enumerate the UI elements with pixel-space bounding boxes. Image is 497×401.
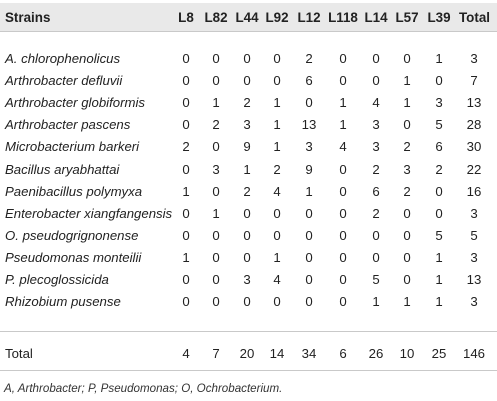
table-bottom-divider <box>0 370 497 371</box>
table-cell: 16 <box>466 184 482 199</box>
total-cell: 26 <box>368 346 384 361</box>
total-cell: 146 <box>462 346 485 361</box>
table-cell: 4 <box>372 95 380 110</box>
column-header: L12 <box>297 10 321 25</box>
row-strain-name: Rhizobium pusense <box>5 294 121 309</box>
table-cell: 13 <box>301 117 317 132</box>
row-strain-name: Enterobacter xiangfangensis <box>5 206 173 221</box>
table-cell: 0 <box>305 272 313 287</box>
table-cell: 0 <box>182 272 190 287</box>
table-cell: 0 <box>435 73 443 88</box>
table-cell: 0 <box>273 228 281 243</box>
table-cell: 3 <box>243 117 251 132</box>
table-cell: 0 <box>403 51 411 66</box>
row-strain-name: Arthrobacter globiformis <box>5 95 145 110</box>
table-cell: 2 <box>243 95 251 110</box>
table-cell: 0 <box>305 206 313 221</box>
table-cell: 0 <box>372 73 380 88</box>
table-cell: 0 <box>182 228 190 243</box>
table-cell: 0 <box>339 73 347 88</box>
table-cell: 5 <box>470 228 478 243</box>
table-cell: 0 <box>403 117 411 132</box>
table-cell: 1 <box>212 206 220 221</box>
table-cell: 0 <box>212 228 220 243</box>
table-cell: 3 <box>372 139 380 154</box>
table-cell: 0 <box>243 206 251 221</box>
table-cell: 3 <box>470 206 478 221</box>
column-header: L44 <box>235 10 259 25</box>
table-cell: 2 <box>182 139 190 154</box>
table-cell: 0 <box>182 206 190 221</box>
table-cell: 0 <box>212 139 220 154</box>
table-cell: 30 <box>466 139 482 154</box>
table-cell: 0 <box>273 73 281 88</box>
table-cell: 7 <box>470 73 478 88</box>
column-header: L82 <box>204 10 228 25</box>
table-cell: 1 <box>273 250 281 265</box>
table-cell: 0 <box>339 162 347 177</box>
table-cell: 0 <box>403 272 411 287</box>
table-cell: 0 <box>403 206 411 221</box>
table-cell: 0 <box>212 51 220 66</box>
table-cell: 1 <box>403 73 411 88</box>
table-cell: 0 <box>339 184 347 199</box>
table-cell: 3 <box>403 162 411 177</box>
table-cell: 1 <box>435 272 443 287</box>
table-cell: 0 <box>372 228 380 243</box>
table-cell: 0 <box>212 73 220 88</box>
table-cell: 0 <box>339 51 347 66</box>
table-cell: 0 <box>273 294 281 309</box>
table-cell: 2 <box>403 184 411 199</box>
row-strain-name: A. chlorophenolicus <box>5 51 121 66</box>
table-cell: 1 <box>182 250 190 265</box>
table-cell: 5 <box>435 228 443 243</box>
total-cell: 7 <box>212 346 220 361</box>
table-cell: 0 <box>273 51 281 66</box>
row-strain-name: Pseudomonas monteilii <box>5 250 142 265</box>
row-strain-name: O. pseudogrignonense <box>5 228 139 243</box>
total-cell: 6 <box>339 346 347 361</box>
total-label: Total <box>5 346 33 361</box>
table-cell: 4 <box>273 184 281 199</box>
table-cell: 2 <box>372 162 380 177</box>
total-cell: 25 <box>431 346 447 361</box>
table-cell: 6 <box>305 73 313 88</box>
table-cell: 2 <box>305 51 313 66</box>
table-cell: 3 <box>372 117 380 132</box>
table-cell: 1 <box>372 294 380 309</box>
table-cell: 1 <box>212 95 220 110</box>
column-header: L92 <box>265 10 289 25</box>
table-cell: 1 <box>305 184 313 199</box>
row-strain-name: Bacillus aryabhattai <box>5 162 120 177</box>
table-cell: 0 <box>182 117 190 132</box>
table-cell: 0 <box>339 272 347 287</box>
row-strain-name: Arthrobacter pascens <box>5 117 131 132</box>
table-cell: 0 <box>305 95 313 110</box>
table-cell: 1 <box>243 162 251 177</box>
header-divider <box>0 31 497 32</box>
table-cell: 0 <box>305 294 313 309</box>
total-cell: 10 <box>399 346 415 361</box>
table-cell: 1 <box>403 294 411 309</box>
table-cell: 0 <box>182 294 190 309</box>
table-cell: 2 <box>212 117 220 132</box>
total-cell: 34 <box>301 346 317 361</box>
table-footnote: A, Arthrobacter; P, Pseudomonas; O, Ochrobacterium. <box>4 382 283 395</box>
column-header: L39 <box>427 10 451 25</box>
table-cell: 0 <box>243 250 251 265</box>
column-header: L57 <box>395 10 419 25</box>
table-cell: 9 <box>243 139 251 154</box>
total-cell: 14 <box>269 346 285 361</box>
table-cell: 1 <box>182 184 190 199</box>
table-cell: 9 <box>305 162 313 177</box>
table-cell: 2 <box>403 139 411 154</box>
row-strain-name: Microbacterium barkeri <box>5 139 140 154</box>
table-cell: 1 <box>339 95 347 110</box>
table-cell: 1 <box>339 117 347 132</box>
table-cell: 0 <box>212 272 220 287</box>
column-header: L8 <box>178 10 194 25</box>
table-cell: 0 <box>339 206 347 221</box>
table-cell: 0 <box>403 250 411 265</box>
table-cell: 2 <box>243 184 251 199</box>
table-cell: 0 <box>372 250 380 265</box>
column-header-strains: Strains <box>5 10 51 25</box>
table-cell: 3 <box>243 272 251 287</box>
table-cell: 13 <box>466 272 482 287</box>
table-cell: 6 <box>435 139 443 154</box>
table-cell: 0 <box>435 184 443 199</box>
table-cell: 6 <box>372 184 380 199</box>
table-cell: 0 <box>243 228 251 243</box>
table-cell: 0 <box>305 250 313 265</box>
table-cell: 28 <box>466 117 482 132</box>
table-cell: 0 <box>243 73 251 88</box>
table-cell: 0 <box>339 228 347 243</box>
table-cell: 0 <box>182 51 190 66</box>
table-cell: 1 <box>435 294 443 309</box>
table-cell: 3 <box>470 250 478 265</box>
row-strain-name: P. plecoglossicida <box>5 272 109 287</box>
table-cell: 0 <box>243 51 251 66</box>
table-cell: 0 <box>212 184 220 199</box>
table-cell: 0 <box>339 294 347 309</box>
table-cell: 1 <box>435 250 443 265</box>
table-cell: 0 <box>182 95 190 110</box>
table-cell: 4 <box>273 272 281 287</box>
row-strain-name: Arthrobacter defluvii <box>5 73 123 88</box>
table-cell: 0 <box>182 73 190 88</box>
table-cell: 0 <box>339 250 347 265</box>
table-cell: 2 <box>372 206 380 221</box>
table-cell: 1 <box>435 51 443 66</box>
table-cell: 1 <box>273 117 281 132</box>
table-cell: 0 <box>212 294 220 309</box>
table-cell: 5 <box>372 272 380 287</box>
table-cell: 2 <box>273 162 281 177</box>
table-cell: 3 <box>470 51 478 66</box>
table-cell: 1 <box>403 95 411 110</box>
table-cell: 0 <box>182 162 190 177</box>
table-cell: 3 <box>305 139 313 154</box>
table-cell: 0 <box>273 206 281 221</box>
table-cell: 1 <box>273 139 281 154</box>
table-cell: 1 <box>273 95 281 110</box>
table-cell: 3 <box>212 162 220 177</box>
table-cell: 0 <box>403 228 411 243</box>
table-cell: 3 <box>470 294 478 309</box>
table-cell: 5 <box>435 117 443 132</box>
table-cell: 2 <box>435 162 443 177</box>
table-cell: 22 <box>466 162 482 177</box>
table-cell: 0 <box>372 51 380 66</box>
total-divider <box>0 331 497 332</box>
total-cell: 20 <box>239 346 255 361</box>
column-header: Total <box>459 10 490 25</box>
table-cell: 4 <box>339 139 347 154</box>
table-cell: 0 <box>212 250 220 265</box>
table-cell: 0 <box>243 294 251 309</box>
total-cell: 4 <box>182 346 190 361</box>
table-cell: 0 <box>305 228 313 243</box>
table-cell: 3 <box>435 95 443 110</box>
column-header: L118 <box>328 10 358 25</box>
table-cell: 13 <box>466 95 482 110</box>
table-cell: 0 <box>435 206 443 221</box>
row-strain-name: Paenibacillus polymyxa <box>5 184 143 199</box>
column-header: L14 <box>364 10 388 25</box>
